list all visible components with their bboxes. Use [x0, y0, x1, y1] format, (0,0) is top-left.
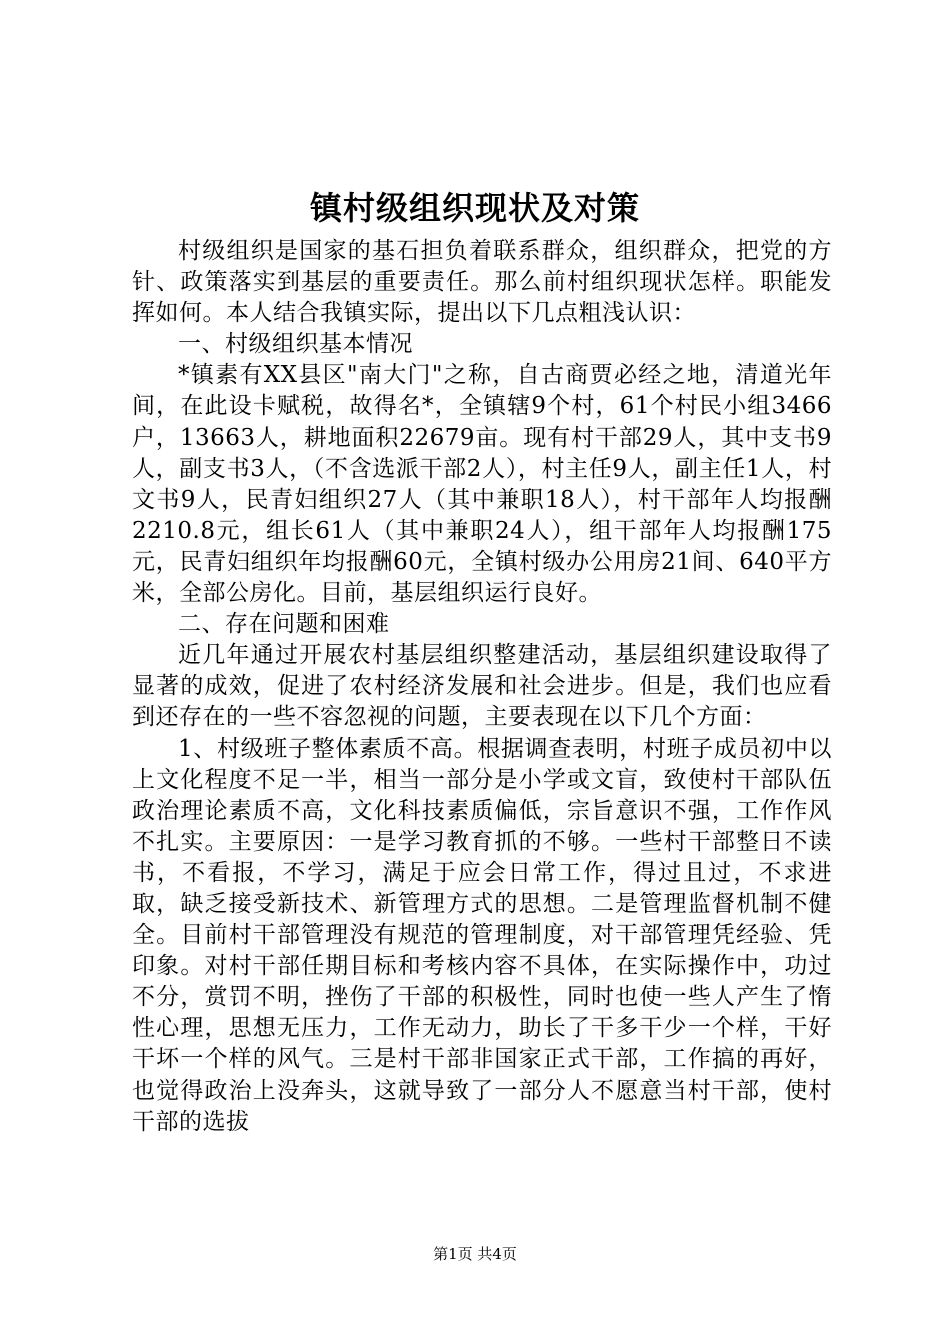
paragraph-basic-situation: *镇素有XX县区"南大门"之称，自古商贾必经之地，清道光年间，在此设卡赋税，故得名*，全镇辖9个村，61个村民小组3466户，13663人，耕地面积22679亩。现有村干部29人，其中支书9人，副支书3人，（不含选派干部2人），村主任9人，副主任1人，村文书9人，民青妇组织27人（其中兼职18人），村干部年人均报酬2210.8元，组长61人（其中兼职24人），组干部年人均报酬175元，民青妇组织年均报酬60元，全镇村级办公用房21间、640平方米，全部公房化。目前，基层组织运行良好。: [132, 362, 832, 607]
section-heading-2: 二、存在问题和困难: [178, 611, 390, 638]
document-title: 镇村级组织现状及对策: [309, 189, 640, 227]
document-body: [132, 236, 832, 1138]
paragraph-problem-1: 1、村级班子整体素质不高。根据调查表明，村班子成员初中以上文化程度不足一半，相当一部分是小学或文盲，致使村干部队伍政治理论素质不高，文化科技素质偏低，宗旨意识不强，工作作风不扎实。主要原因：一是学习教育抓的不够。一些村干部整日不读书，不看报，不学习，满足于应会日常工作，得过且过，不求进取，缺乏接受新技术、新管理方式的思想。二是管理监督机制不健全。目前村干部管理没有规范的管理制度，对干部管理凭经验、凭印象。对村干部任期目标和考核内容不具体，在实际操作中，功过不分，赏罚不明，挫伤了干部的积极性，同时也使一些人产生了惰性心理，思想无压力，工作无动力，助长了干多干少一个样，干好干坏一个样的风气。三是村干部非国家正式干部，工作搞的再好，也觉得政治上没奔头，这就导致了一部分人不愿意当村干部，使村干部的选拔: [132, 735, 832, 1135]
paragraph-intro: 村级组织是国家的基石担负着联系群众，组织群众，把党的方针、政策落实到基层的重要责任。那么前村组织现状怎样。职能发挥如何。本人结合我镇实际，提出以下几点粗浅认识：: [132, 238, 832, 327]
section-heading-1: 一、村级组织基本情况: [178, 331, 413, 358]
page-number: 第1页 共4页: [433, 1245, 517, 1263]
paragraph-problems-intro: 近几年通过开展农村基层组织整建活动，基层组织建设取得了显著的成效，促进了农村经济发展和社会进步。但是，我们也应看到还存在的一些不容忽视的问题，主要表现在以下几个方面：: [132, 642, 832, 731]
